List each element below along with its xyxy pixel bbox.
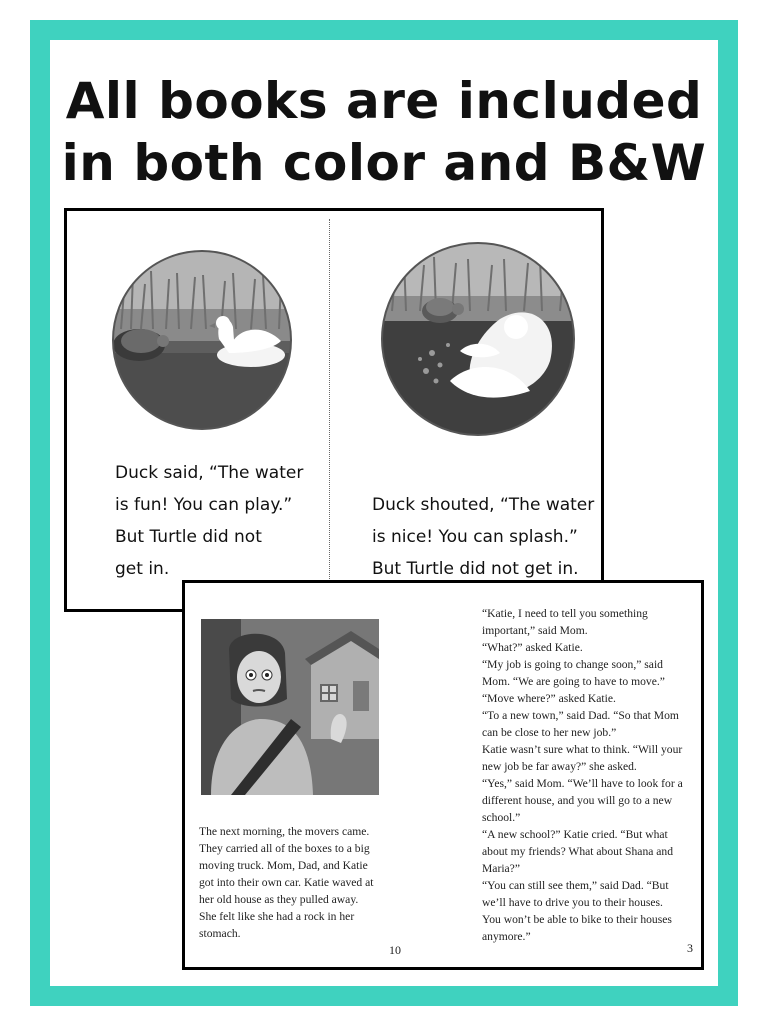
text-line: is nice! You can splash.”	[372, 527, 578, 547]
text-line: about my friends? What about Shana and	[482, 845, 674, 858]
text-line: Katie wasn’t sure what to think. “Will your	[482, 743, 683, 756]
duck-splash-illustration	[380, 241, 576, 437]
text-line: They carried all of the boxes to a big	[199, 842, 370, 855]
page-divider	[329, 219, 330, 585]
headline-line-2: in both color and B&W	[61, 134, 707, 192]
text-line: new job be far away?” she asked.	[482, 760, 637, 773]
text-line: “To a new town,” said Dad. “So that Mom	[482, 709, 679, 722]
text-line: Duck said, “The water	[115, 463, 304, 483]
text-line: She felt like she had a rock in her	[199, 910, 355, 923]
headline-line-1: All books are included	[65, 72, 703, 130]
text-line: “My job is going to change soon,” said	[482, 658, 663, 671]
text-line: But Turtle did not get in.	[372, 559, 579, 579]
text-line: Mom. “We are going to have to move.”	[482, 675, 665, 688]
text-line: stomach.	[199, 927, 241, 940]
text-line: “You can still see them,” said Dad. “But	[482, 879, 669, 892]
chapter-book-spread	[182, 580, 704, 970]
text-line: Maria?”	[482, 862, 520, 875]
text-line: “Move where?” asked Katie.	[482, 692, 616, 705]
text-line: You won’t be able to bike to their houses	[482, 913, 672, 926]
text-line: anymore.”	[482, 930, 531, 943]
page-number-right: 3	[687, 941, 693, 955]
text-line: is fun! You can play.”	[115, 495, 293, 515]
chapter-right-page-text	[482, 605, 700, 945]
bw-right-page-text	[372, 489, 594, 585]
text-line: The next morning, the movers came.	[199, 825, 370, 838]
text-line: can be close to her new job.”	[482, 726, 617, 739]
text-line: her old house as they pulled away.	[199, 893, 359, 906]
page-number-left: 10	[389, 943, 401, 957]
bw-left-page-text	[115, 457, 303, 585]
bw-book-spread	[64, 208, 604, 612]
headline	[30, 70, 738, 194]
text-line: “Yes,” said Mom. “We’ll have to look for a	[482, 777, 683, 790]
text-line: got into their own car. Katie waved at	[199, 876, 374, 889]
text-line: “A new school?” Katie cried. “But what	[482, 828, 668, 841]
katie-in-car-illustration	[201, 619, 379, 795]
text-line: “What?” asked Katie.	[482, 641, 583, 654]
text-line: get in.	[115, 559, 170, 579]
text-line: moving truck. Mom, Dad, and Katie	[199, 859, 368, 872]
chapter-left-page-text	[199, 823, 389, 942]
text-line: “Katie, I need to tell you something	[482, 607, 648, 620]
text-line: school.”	[482, 811, 521, 824]
text-line: different house, and you will go to a new	[482, 794, 673, 807]
text-line: Duck shouted, “The water	[372, 495, 595, 515]
text-line: we’ll have to drive you to their houses.	[482, 896, 663, 909]
duck-turtle-pond-illustration	[111, 249, 293, 431]
text-line: important,” said Mom.	[482, 624, 588, 637]
text-line: But Turtle did not	[115, 527, 262, 547]
